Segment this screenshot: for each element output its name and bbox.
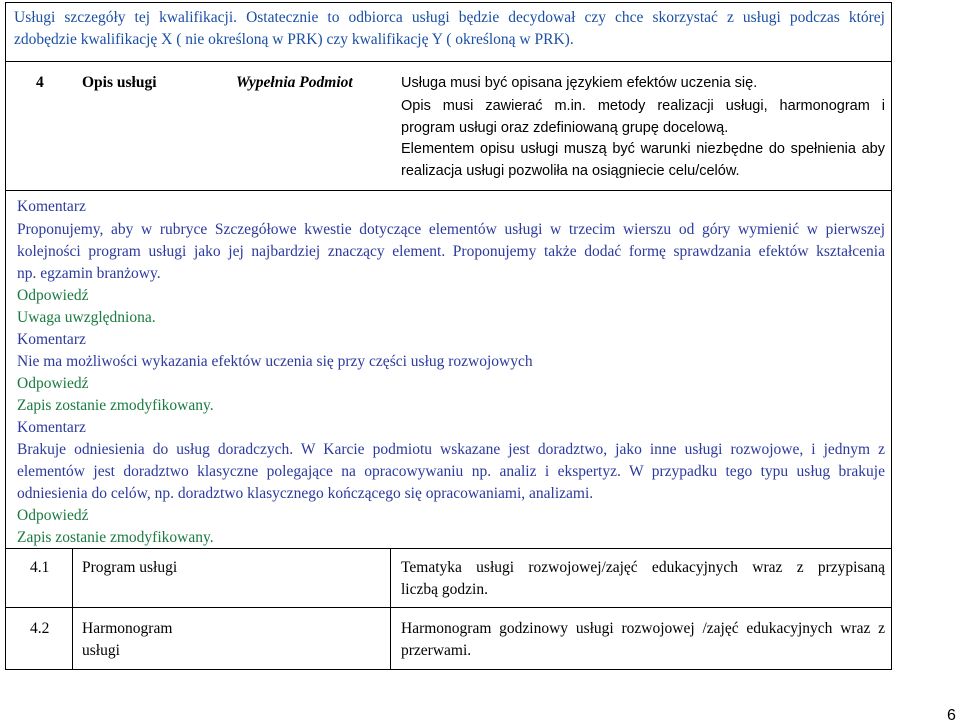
- comment-3-line-1: Brakuje odniesienia do usług doradczych. W Karcie podmiotu wskazane jest doradztwo, jako inne usługi rozwojowe, i jednym z: [17, 441, 885, 458]
- top-paragraph-line-2: zdobędzie kwalifikację X ( nie określoną w PRK) czy kwalifikację Y ( określoną w PRK).: [14, 31, 574, 48]
- answer-3-label: Odpowiedź: [17, 507, 89, 524]
- comment-3-line-2: elementów jest doradztwo klasyczne polegające na opracowywaniu np. analiz i ekspertyz. W przypadku tego typu usług brakuje: [17, 463, 885, 480]
- row-4-1-description-line-1: Tematyka usługi rozwojowej/zajęć edukacyjnych wraz z przypisaną: [401, 559, 885, 576]
- comment-1-label: Komentarz: [17, 198, 86, 215]
- answer-2-text: Zapis zostanie zmodyfikowany.: [17, 397, 214, 414]
- row-4-1-description-line-2: liczbą godzin.: [401, 581, 488, 598]
- comment-2-line-1: Nie ma możliwości wykazania efektów uczenia się przy części usług rozwojowych: [17, 353, 533, 370]
- row-4-description-line-4: Elementem opisu usługi muszą być warunki niezbędne do spełnienia aby: [401, 141, 885, 157]
- row-4-2-description-line-1: Harmonogram godzinowy usługi rozwojowej /zajęć edukacyjnych wraz z: [401, 620, 885, 637]
- row-4-description-line-1: Usługa musi być opisana językiem efektów uczenia się.: [401, 75, 758, 91]
- answer-3-text: Zapis zostanie zmodyfikowany.: [17, 529, 214, 546]
- comment-2-label: Komentarz: [17, 331, 86, 348]
- answer-2-label: Odpowiedź: [17, 375, 89, 392]
- comment-3-label: Komentarz: [17, 419, 86, 436]
- column-separator-2: [390, 548, 391, 669]
- row-4-description-line-5: realizacja usługi pozwoliła na osiągniecie celu/celów.: [401, 163, 740, 179]
- column-separator-1: [72, 548, 73, 669]
- row-4-filled-by: Wypełnia Podmiot: [236, 74, 353, 91]
- divider-after-comments: [5, 548, 892, 549]
- divider-after-row-4: [5, 190, 892, 191]
- row-4-2-description-line-2: przerwami.: [401, 642, 472, 659]
- row-4-2-label-line-1: Harmonogram: [82, 620, 173, 637]
- top-paragraph-line-1: Usługi szczegóły tej kwalifikacji. Ostatecznie to odbiorca usługi będzie decydował czy chce skorzystać z usługi podczas której: [14, 9, 885, 26]
- row-4-description-line-2: Opis musi zawierać m.in. metody realizacji usługi, harmonogram i: [401, 98, 885, 114]
- row-4-1-label: Program usługi: [82, 559, 178, 576]
- row-4-2-number: 4.2: [30, 620, 50, 637]
- row-4-1-number: 4.1: [30, 559, 50, 576]
- comment-3-line-3: odniesienia do celów, np. doradztwo klasycznego kończącego się opracowaniami, analizami.: [17, 485, 594, 502]
- row-4-description-line-3: program usługi oraz zdefiniowaną grupę docelową.: [401, 120, 729, 136]
- comment-1-line-1: Proponujemy, aby w rubryce Szczegółowe kwestie dotyczące elementów usługi w trzecim wierszu od góry wymienić w pierwszej: [17, 221, 885, 238]
- row-4-number: 4: [36, 74, 44, 91]
- row-4-2-label-line-2: usługi: [82, 642, 120, 659]
- comment-1-line-2: kolejności program usługi jako jej najbardziej znaczący element. Proponujemy także dodać formę sprawdzania efektów kształcenia: [17, 243, 885, 260]
- comment-1-line-3: np. egzamin branżowy.: [17, 265, 161, 282]
- page-number: 6: [947, 707, 956, 724]
- answer-1-label: Odpowiedź: [17, 287, 89, 304]
- divider-top: [5, 61, 892, 62]
- row-4-label: Opis usługi: [82, 74, 157, 91]
- answer-1-text: Uwaga uwzględniona.: [17, 309, 156, 326]
- divider-after-row-4-1: [5, 607, 892, 608]
